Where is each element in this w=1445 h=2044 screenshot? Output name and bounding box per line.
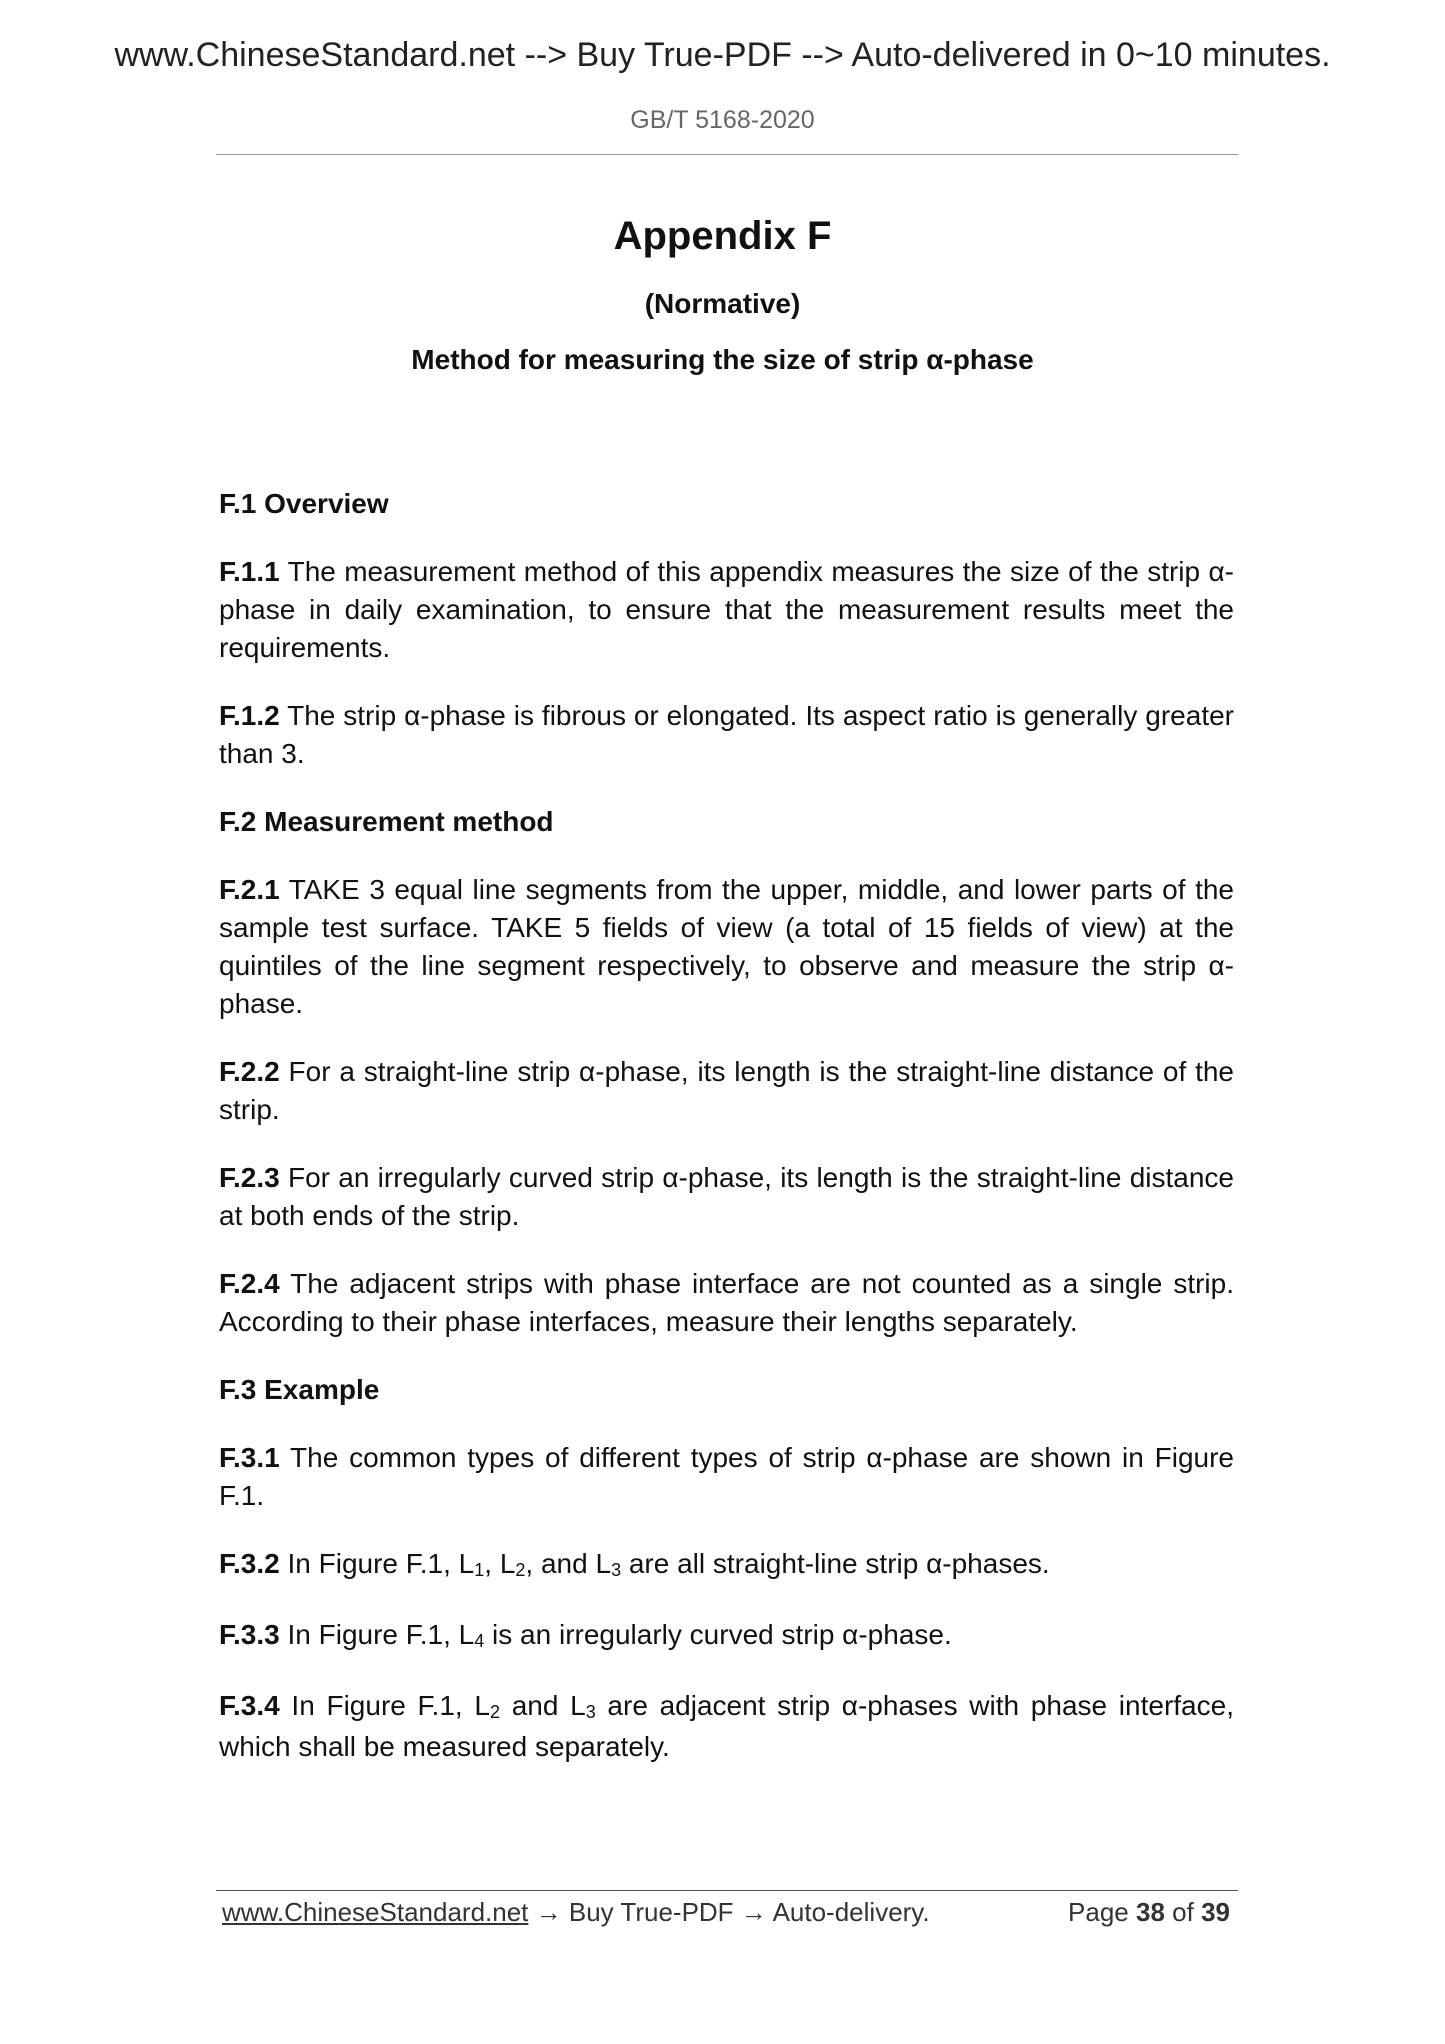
page-number: 38 bbox=[1136, 1897, 1165, 1927]
clause-text: The common types of different types of strip α-phase are shown in Figure F.1. bbox=[219, 1442, 1234, 1511]
clause-text: The strip α-phase is fibrous or elongated. Its aspect ratio is generally greater than 3. bbox=[219, 700, 1234, 769]
clause-number: F.2.3 bbox=[219, 1162, 280, 1193]
clause-number: F.1.2 bbox=[219, 700, 280, 731]
clause-f2-1 bbox=[219, 871, 1234, 1023]
clause-text: are all straight-line strip α-phases. bbox=[621, 1548, 1050, 1579]
subscript: 2 bbox=[515, 1560, 526, 1580]
subscript: 2 bbox=[489, 1702, 500, 1722]
top-banner: www.ChineseStandard.net --> Buy True-PDF --> Auto-delivered in 0~10 minutes. bbox=[114, 36, 1331, 74]
appendix-type: (Normative) bbox=[644, 288, 801, 319]
standard-code: GB/T 5168-2020 bbox=[630, 106, 815, 134]
clause-text: The adjacent strips with phase interface are not counted as a single strip. According to their phase interfaces, measure their lengths separately. bbox=[219, 1268, 1234, 1337]
footer-text: → Buy True-PDF → Auto-delivery. bbox=[528, 1897, 930, 1927]
clause-text: TAKE 3 equal line segments from the upper, middle, and lower parts of the sample test surface. TAKE 5 fields of view (a total of 15 fields of view) at the quintiles of the line segment respectively, to observe and measure the strip α-phase. bbox=[219, 874, 1234, 1019]
clause-text: In Figure F.1, L bbox=[279, 1548, 475, 1579]
clause-number: F.3.2 bbox=[219, 1548, 280, 1579]
footer-website-link[interactable]: www.ChineseStandard.net bbox=[222, 1897, 529, 1927]
page-footer bbox=[222, 1897, 1234, 1933]
clause-number: F.2.2 bbox=[219, 1056, 280, 1087]
clause-number: F.2.4 bbox=[219, 1268, 280, 1299]
clause-f3-3 bbox=[219, 1616, 1234, 1657]
document-body bbox=[219, 485, 1234, 1796]
clause-text: is an irregularly curved strip α-phase. bbox=[484, 1619, 952, 1650]
clause-text: , L bbox=[484, 1548, 516, 1579]
section-heading-f3: F.3 Example bbox=[219, 1374, 380, 1405]
clause-text: , and L bbox=[525, 1548, 612, 1579]
header-divider bbox=[216, 154, 1238, 155]
section-heading-f2: F.2 Measurement method bbox=[219, 806, 554, 837]
clause-f3-2 bbox=[219, 1545, 1234, 1586]
clause-text: In Figure F.1, L bbox=[279, 1619, 475, 1650]
clause-text: and L bbox=[499, 1690, 586, 1721]
clause-f2-2 bbox=[219, 1053, 1234, 1129]
clause-number: F.3.4 bbox=[219, 1690, 280, 1721]
clause-text: For an irregularly curved strip α-phase, its length is the straight-line distance at both ends of the strip. bbox=[219, 1162, 1234, 1231]
clause-f1-1 bbox=[219, 553, 1234, 667]
clause-number: F.3.3 bbox=[219, 1619, 280, 1650]
clause-f2-4 bbox=[219, 1265, 1234, 1341]
clause-f2-3 bbox=[219, 1159, 1234, 1235]
footer-divider bbox=[216, 1890, 1238, 1891]
appendix-subtitle: Method for measuring the size of strip α-phase bbox=[411, 344, 1034, 375]
page-of-label: of bbox=[1172, 1897, 1194, 1927]
clause-f1-2 bbox=[219, 697, 1234, 773]
page-indicator bbox=[1068, 1897, 1230, 1928]
page-total: 39 bbox=[1201, 1897, 1230, 1927]
clause-f3-1 bbox=[219, 1439, 1234, 1515]
clause-f3-4 bbox=[219, 1687, 1234, 1766]
clause-text: The measurement method of this appendix measures the size of the strip α-phase in daily examination, to ensure that the measurement results meet the requirements. bbox=[219, 556, 1234, 663]
clause-text: In Figure F.1, L bbox=[279, 1690, 490, 1721]
subscript: 1 bbox=[474, 1560, 485, 1580]
clause-number: F.1.1 bbox=[219, 556, 280, 587]
page-label: Page bbox=[1068, 1897, 1129, 1927]
clause-text: are adjacent strip α-phases with phase interface, which shall be measured separately. bbox=[219, 1690, 1234, 1762]
appendix-title: Appendix F bbox=[613, 214, 832, 258]
clause-number: F.2.1 bbox=[219, 874, 280, 905]
subscript: 4 bbox=[474, 1631, 485, 1651]
clause-text: For a straight-line strip α-phase, its length is the straight-line distance of the strip. bbox=[219, 1056, 1234, 1125]
subscript: 3 bbox=[585, 1702, 596, 1722]
section-heading-f1: F.1 Overview bbox=[219, 488, 389, 519]
subscript: 3 bbox=[611, 1560, 622, 1580]
clause-number: F.3.1 bbox=[219, 1442, 280, 1473]
